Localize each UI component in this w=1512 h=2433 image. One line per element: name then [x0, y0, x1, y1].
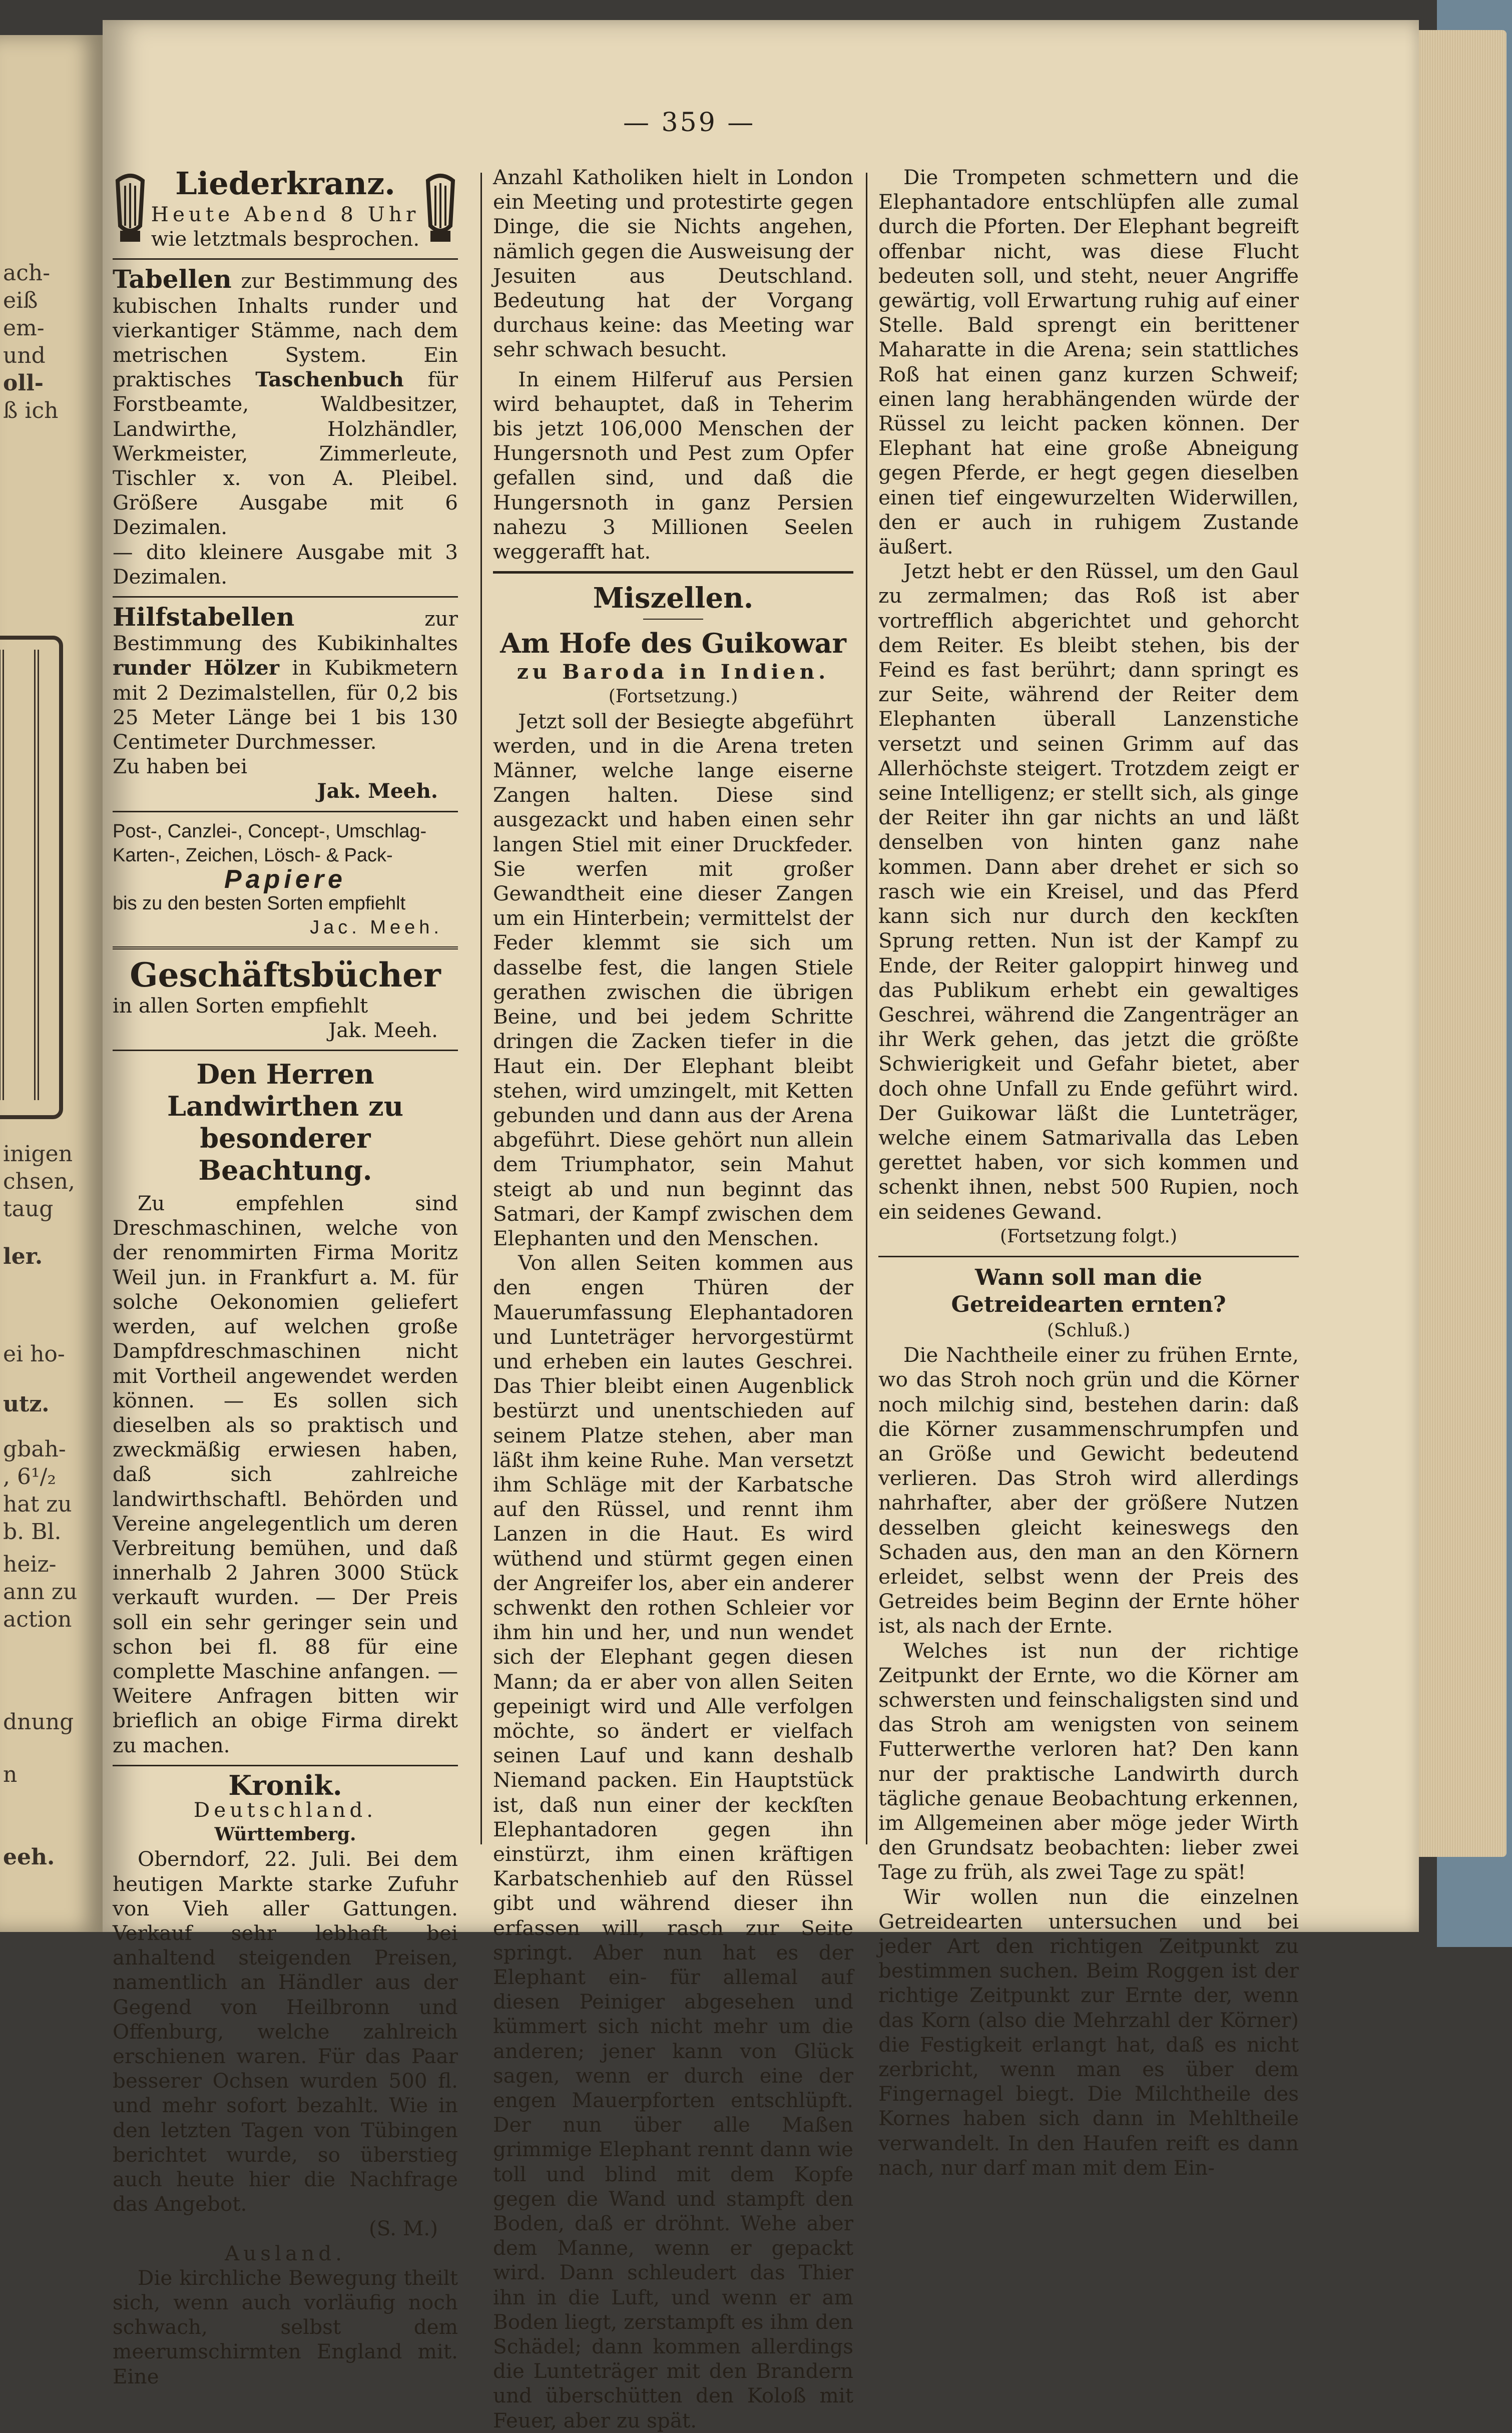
papiere-line: Post-, Canzlei-, Concept-, Umschlag-	[113, 820, 427, 842]
article-paragraph: Wir wollen nun die einzelnen Getreidearten untersuchen und bei jeder Art den richtigen Zeitpunkt zu bestimmen suchen. Beim Roggen ist der richtige Zeitpunkt zur Ernte der, wenn das Korn (also die Mehrzahl der Körner) die Festigkeit erlangt hat, daß es nicht zerbricht, wenn man es über dem Fingernagel biegt. Die Milchtheile des Kornes haben sich dann in Mehltheile verwandelt. In den Haufen reift es dann nach, nur darf man mit dem Ein-	[878, 1884, 1299, 2180]
hilfstabellen-text: zur Bestimmung des Kubikinhaltes	[113, 607, 458, 656]
lyre-icon	[423, 171, 458, 246]
left-page-fragment-text: chsen,	[3, 1169, 75, 1194]
column-rule	[866, 173, 867, 1844]
left-page-fragment-text: eiß	[3, 288, 38, 313]
kronik-text: Oberndorf, 22. Juli. Bei dem heutigen Markte starke Zufuhr von Vieh aller Gattungen. Verkauf sehr lebhaft bei anhaltend steigenden Preisen, namentlich an Händler aus der Gegend von Heilbronn und Offenburg, welche zahlreich erschienen waren. Für das Paar besserer Ochsen wurden 500 fl. und mehr sofort bezahlt. Wie in den letzten Tagen von Tübingen berichtet wurde, so überstieg auch heute hier die Nachfrage das Angebot.	[113, 1847, 458, 2216]
ornament-frame	[0, 636, 63, 1119]
landwirthe-head: Den Herren Landwirthen zu besonderer Beachtung.	[167, 1058, 403, 1187]
left-page-fragment-text: gbah-	[3, 1436, 66, 1462]
geschaeftsbuecher-ad	[113, 956, 458, 1043]
left-page-fragment-text: dnung	[3, 1709, 74, 1735]
left-page-fragment-text: ler.	[3, 1244, 43, 1269]
left-page-fragment-text: action	[3, 1607, 72, 1632]
divider	[113, 1765, 458, 1766]
miszellen-head: Miszellen.	[593, 582, 754, 615]
left-page-fragment-text: heiz-	[3, 1552, 57, 1577]
left-page-fragment-text: ei ho-	[3, 1341, 65, 1367]
left-page-fragment-text: eeh.	[3, 1844, 55, 1870]
signature: Jak. Meeh.	[328, 1018, 438, 1042]
kronik-sign: (S. M.)	[369, 2216, 438, 2241]
story-title: Am Hofe des Guikowar	[500, 627, 846, 660]
liederkranz-ad	[113, 165, 458, 251]
papiere-line: Karten-, Zeichen, Lösch- & Pack-	[113, 844, 393, 866]
divider	[878, 1256, 1299, 1257]
tabellen-text: für Forstbeamte, Waldbesitzer, Landwirthe, Holzhändler, Werkmeister, Zimmerleute, Tischler x. von A. Pleibel. Größere Ausgabe mit 6 Dezimalen.	[113, 367, 458, 540]
left-page-fragment-text: ß ich	[3, 398, 59, 423]
short-divider	[643, 619, 703, 620]
kronik-head: Kronik.	[228, 1769, 342, 1801]
divider	[113, 1050, 458, 1051]
column-story-harvest	[878, 165, 1299, 2180]
left-page-fragment-text: und	[3, 343, 46, 368]
tabellen-text: zur Bestimmung des kubischen Inhalts runder und vierkantiger Stämme, nach dem metrischen System. Ein praktisches	[113, 269, 458, 392]
left-page-fragment-text: taug	[3, 1196, 54, 1222]
hilfstabellen-bold: runder Hölzer	[113, 656, 280, 680]
column-rule	[480, 173, 482, 1844]
tabellen-line: — dito kleinere Ausgabe mit 3 Dezimalen.	[113, 540, 458, 589]
liederkranz-line: wie letztmals besprochen.	[151, 227, 420, 251]
story-paragraph: Von allen Seiten kommen aus den engen Thüren der Mauerumfassung Elephantadoren und Lunteträger hervorgestürmt und erheben ein lautes Geschrei. Das Thier bleibt einen Augenblick bestürzt und unentschieden auf seinem Platze stehen, aber man läßt ihm keine Ruhe. Man versetzt ihm Schläge mit der Karbatsche auf den Rüssel, und rennt ihm Lanzen in die Haut. Es wird wüthend und stürmt gegen einen der Angreifer los, aber ein anderer schwenkt den rothen Schleier vor ihm hin und her, und nun wendet sich der Elephant gegen diesen Mann; da er aber von allen Seiten gepeinigt wird und Alle verfolgen möchte, so ändert er vielfach seinen Lauf und kann deshalb Niemand packen. Ein Hauptstück ist, daß nun einer der keckſten Elephantadoren gegen ihn einstürzt, ihm einen kräftigen Karbatschenhieb auf den Rüssel gibt und während dieser ihn erfassen will, rasch zur Seite springt. Aber nun hat es der Elephant ein- für allemal auf diesen Peiniger abgesehen und kümmert sich nicht mehr um die anderen; jener kann von Glück sagen, wenn er durch eine der engen Mauerpforten entschlüpft. Der nun über alle Maßen grimmige Elephant rennt dann wie toll und blind mit dem Kopfe gegen die Wand und stampft den Boden, daß er dröhnt. Wehe aber dem Manne, wenn er gepackt wird. Dann schleudert das Thier ihn in die Luft, und wenn er am Boden liegt, zerstampft es ihm den Schädel; dann kommen allerdings die Lunteträger mit den Brandern und überschütten den Koloß mit Feuer, aber zu spät.	[493, 1251, 853, 2432]
lyre-icon	[113, 171, 148, 246]
column-advertisements	[113, 165, 458, 2389]
page-number: — 359 —	[623, 108, 756, 138]
column-news-miszellen	[493, 165, 853, 2433]
papiere-word: Papiere	[224, 864, 346, 894]
article-paragraph: Die Nachtheile einer zu frühen Ernte, wo das Stroh noch grün und die Körner noch milchig sind, bestehen darin: daß die Körner zusammenschrumpfen und an Größe und Gewicht bedeutend verlieren. Das Stroh wird allerdings nahrhafter, aber der größere Nutzen desselben gleicht keineswegs den Schaden aus, den man an den Körnern erleidet, selbst wenn der Preis des Getreides beim Beginn der Ernte höher ist, als nach der Ernte.	[878, 1343, 1299, 1638]
liederkranz-text	[151, 165, 420, 251]
signature: Jac. Meeh.	[310, 916, 443, 938]
kronik-subhead: Württemberg.	[214, 1824, 356, 1845]
papiere-ad	[113, 819, 458, 939]
left-page-fragment-text: n	[3, 1762, 18, 1787]
newspaper-page	[103, 20, 1419, 2432]
hilfstabellen-head: Hilfstabellen	[113, 602, 295, 632]
left-page-fragment-text: em-	[3, 315, 45, 341]
left-page-fragment-text: utz.	[3, 1391, 50, 1417]
tabellen-ad	[113, 264, 458, 540]
signature: Jak. Meeh.	[317, 779, 438, 803]
left-page-fragment-text: , 6¹/₂	[3, 1464, 57, 1490]
article-paragraph: Welches ist nun der richtige Zeitpunkt der Ernte, wo die Körner am schwersten und feinschaligsten sind und das Stroh am wenigsten von seinem Futterwerthe verloren hat? Den kann nur der praktische Landwirth durch tägliche genaue Beobachtung erkennen, im Allgemeinen aber möge jeder Wirth den Grundsatz beobachten: lieber zwei Tage zu früh, als zwei Tage zu spät!	[878, 1638, 1299, 1884]
divider	[493, 571, 853, 574]
news-paragraph: Anzahl Katholiken hielt in London ein Meeting und protestirte gegen Dinge, die sie Nichts angehen, nämlich gegen die Ausweisung der Jesuiten aus Deutschland. Bedeutung hat der Vorgang durchaus keine: das Meeting war sehr schwach besucht.	[493, 165, 853, 362]
liederkranz-title: Liederkranz.	[175, 165, 395, 202]
hilfstabellen-text: in Kubikmetern mit 2 Dezimalstellen, für 0,2 bis 25 Meter Länge bei 1 bis 130 Centimeter Durchmesser.	[113, 656, 458, 754]
story-continuation: (Fortsetzung folgt.)	[1000, 1226, 1177, 1247]
hilfstabellen-ad	[113, 602, 458, 754]
story-paragraph: Jetzt hebt er den Rüssel, um den Gaul zu zermalmen; das Roß ist aber vortrefflich abgerichtet und gehorcht dem Reiter. Es bleibt stehen, bis der Feind es fast berührt; dann springt es zur Seite, während der Reiter dem Elephanten überall Lanzenstiche versetzt und seinen Grimm auf das Allerhöchste steigert. Trotzdem zeigt er seine Intelligenz; er stellt sich, als ginge der Reiter ihn gar nichts an und läßt denselben von hinten ganz nahe kommen. Dann aber drehet er sich so rasch wie ein Kreisel, und das Pferd kann sich nur durch den keckſten Sprung retten. Nun ist der Kampf zu Ende, der Reiter galoppirt hinweg und das Publikum erhebt ein gewaltiges Geschrei, während die Zangenträger an ihr Werk gehen, das jetzt die größte Schwierigkeit und Gefahr bietet, aber doch ohne Unfall zu Ende geführt wird. Der Guikowar läßt die Lunteträger, welche einem Satmarivalla das Leben gerettet haben, vor sich kommen und schenkt ihnen, nebst 500 Rupien, noch ein seidenes Gewand.	[878, 559, 1299, 1224]
kronik-subhead: Deutschland.	[193, 1797, 377, 1822]
left-page-fragment-text: b. Bl.	[3, 1519, 62, 1545]
page-block-edge	[1411, 30, 1506, 1857]
kronik-text: Die kirchliche Bewegung theilt sich, wenn auch vorläufig noch schwach, selbst dem meerumschirmten England mit. Eine	[113, 2265, 458, 2388]
divider	[113, 596, 458, 598]
article-continuation: (Schluß.)	[1047, 1320, 1131, 1341]
news-paragraph: In einem Hilferuf aus Persien wird behauptet, daß in Teherim bis jetzt 106,000 Menschen der Hungersnoth und Pest zum Opfer gefallen sind, und daß die Hungersnoth in ganz Persien nahezu 3 Millionen Seelen weggerafft hat.	[493, 367, 853, 564]
story-paragraph: Jetzt soll der Besiegte abgeführt werden, und in die Arena treten Männer, welche lange eiserne Zangen halten. Diese sind ausgezackt und haben einen sehr langen Stiel mit einer Druckfeder. Sie werfen mit großer Gewandtheit eine dieser Zangen um ein Hinterbein; vermittelst der Feder klemmt sie sich um dasselbe fest, die langen Stiele gerathen zwischen die übrigen Beine, und bei jedem Schritte dringen die Zacken tiefer in die Haut ein. Der Elephant bleibt stehen, wird umzingelt, mit Ketten gebunden und dann aus der Arena abgeführt. Diese gehört nun allein dem Triumphator, sein Mahut steigt ab und nun beginnt das Satmari, der Kampf zwischen dem Elephanten und den Menschen.	[493, 709, 853, 1250]
left-page-fragment-text: oll-	[3, 370, 44, 396]
papiere-line: bis zu den besten Sorten empfiehlt	[113, 892, 406, 914]
landwirthe-ad	[113, 1058, 458, 1758]
article-title: Wann soll man die Getreidearten ernten?	[951, 1264, 1226, 1317]
story-paragraph: Die Trompeten schmettern und die Elephantadore entschlüpfen alle zumal durch die Pforten. Der Elephant begreift offenbar nicht, was diese Flucht bedeuten soll, und steht, neuer Angriffe gewärtig, voll Erwartung ruhig auf einer Stelle. Bald sprengt ein berittener Maharatte in die Arena; sein stattliches Roß hat einen ganz kurzen Schweif; einen lang herabhängenden würde der Rüssel zu leicht packen können. Der Elephant hat eine große Abneigung gegen Pferde, er hegt gegen dieselben einen tief eingewurzelten Widerwillen, den er auch in ruhigem Zustande äußert.	[878, 165, 1299, 559]
left-page-fragment-text: ann zu	[3, 1579, 78, 1605]
left-page-fragment-text: inigen	[3, 1141, 73, 1167]
kronik-subhead: Ausland.	[224, 2241, 346, 2265]
left-page-fragment-text: hat zu	[3, 1492, 72, 1517]
landwirthe-text: Zu empfehlen sind Dreschmaschinen, welche von der renommirten Firma Moritz Weil jun. in Frankfurt a. M. für solche Oekonomien geliefert werden, auf welchen große Dampfdreschmaschinen nicht mit Vortheil angewendet werden können. — Es sollen sich dieselben als so praktisch und zweckmäßig erwiesen haben, daß sich zahlreiche landwirthschaftl. Behörden und Vereine angelegentlich um deren Verbreitung bemühen, und daß innerhalb 2 Jahren 3000 Stück verkauft wurden. — Der Preis soll ein sehr geringer sein und schon bei fl. 88 für eine complette Maschine anfangen. — Weitere Anfragen bitten wir brieflich an obige Firma direkt zu machen.	[113, 1191, 458, 1757]
kronik-section	[113, 1769, 458, 2389]
tabellen-bold: Taschenbuch	[255, 367, 404, 392]
story-continuation: (Fortsetzung.)	[608, 686, 738, 707]
divider	[113, 258, 458, 260]
divider	[113, 946, 458, 949]
hilfstabellen-line: Zu haben bei	[113, 754, 248, 779]
geschaeftsbuecher-line: in allen Sorten empfiehlt	[113, 993, 368, 1018]
left-page-fragment	[0, 35, 103, 1932]
geschaeftsbuecher-head: Geschäftsbücher	[130, 955, 441, 995]
divider	[113, 811, 458, 812]
story-subtitle: zu Baroda in Indien.	[517, 660, 830, 684]
liederkranz-line: Heute Abend 8 Uhr	[151, 202, 420, 226]
tabellen-head: Tabellen	[113, 264, 232, 294]
left-page-fragment-text: ach-	[3, 260, 51, 286]
